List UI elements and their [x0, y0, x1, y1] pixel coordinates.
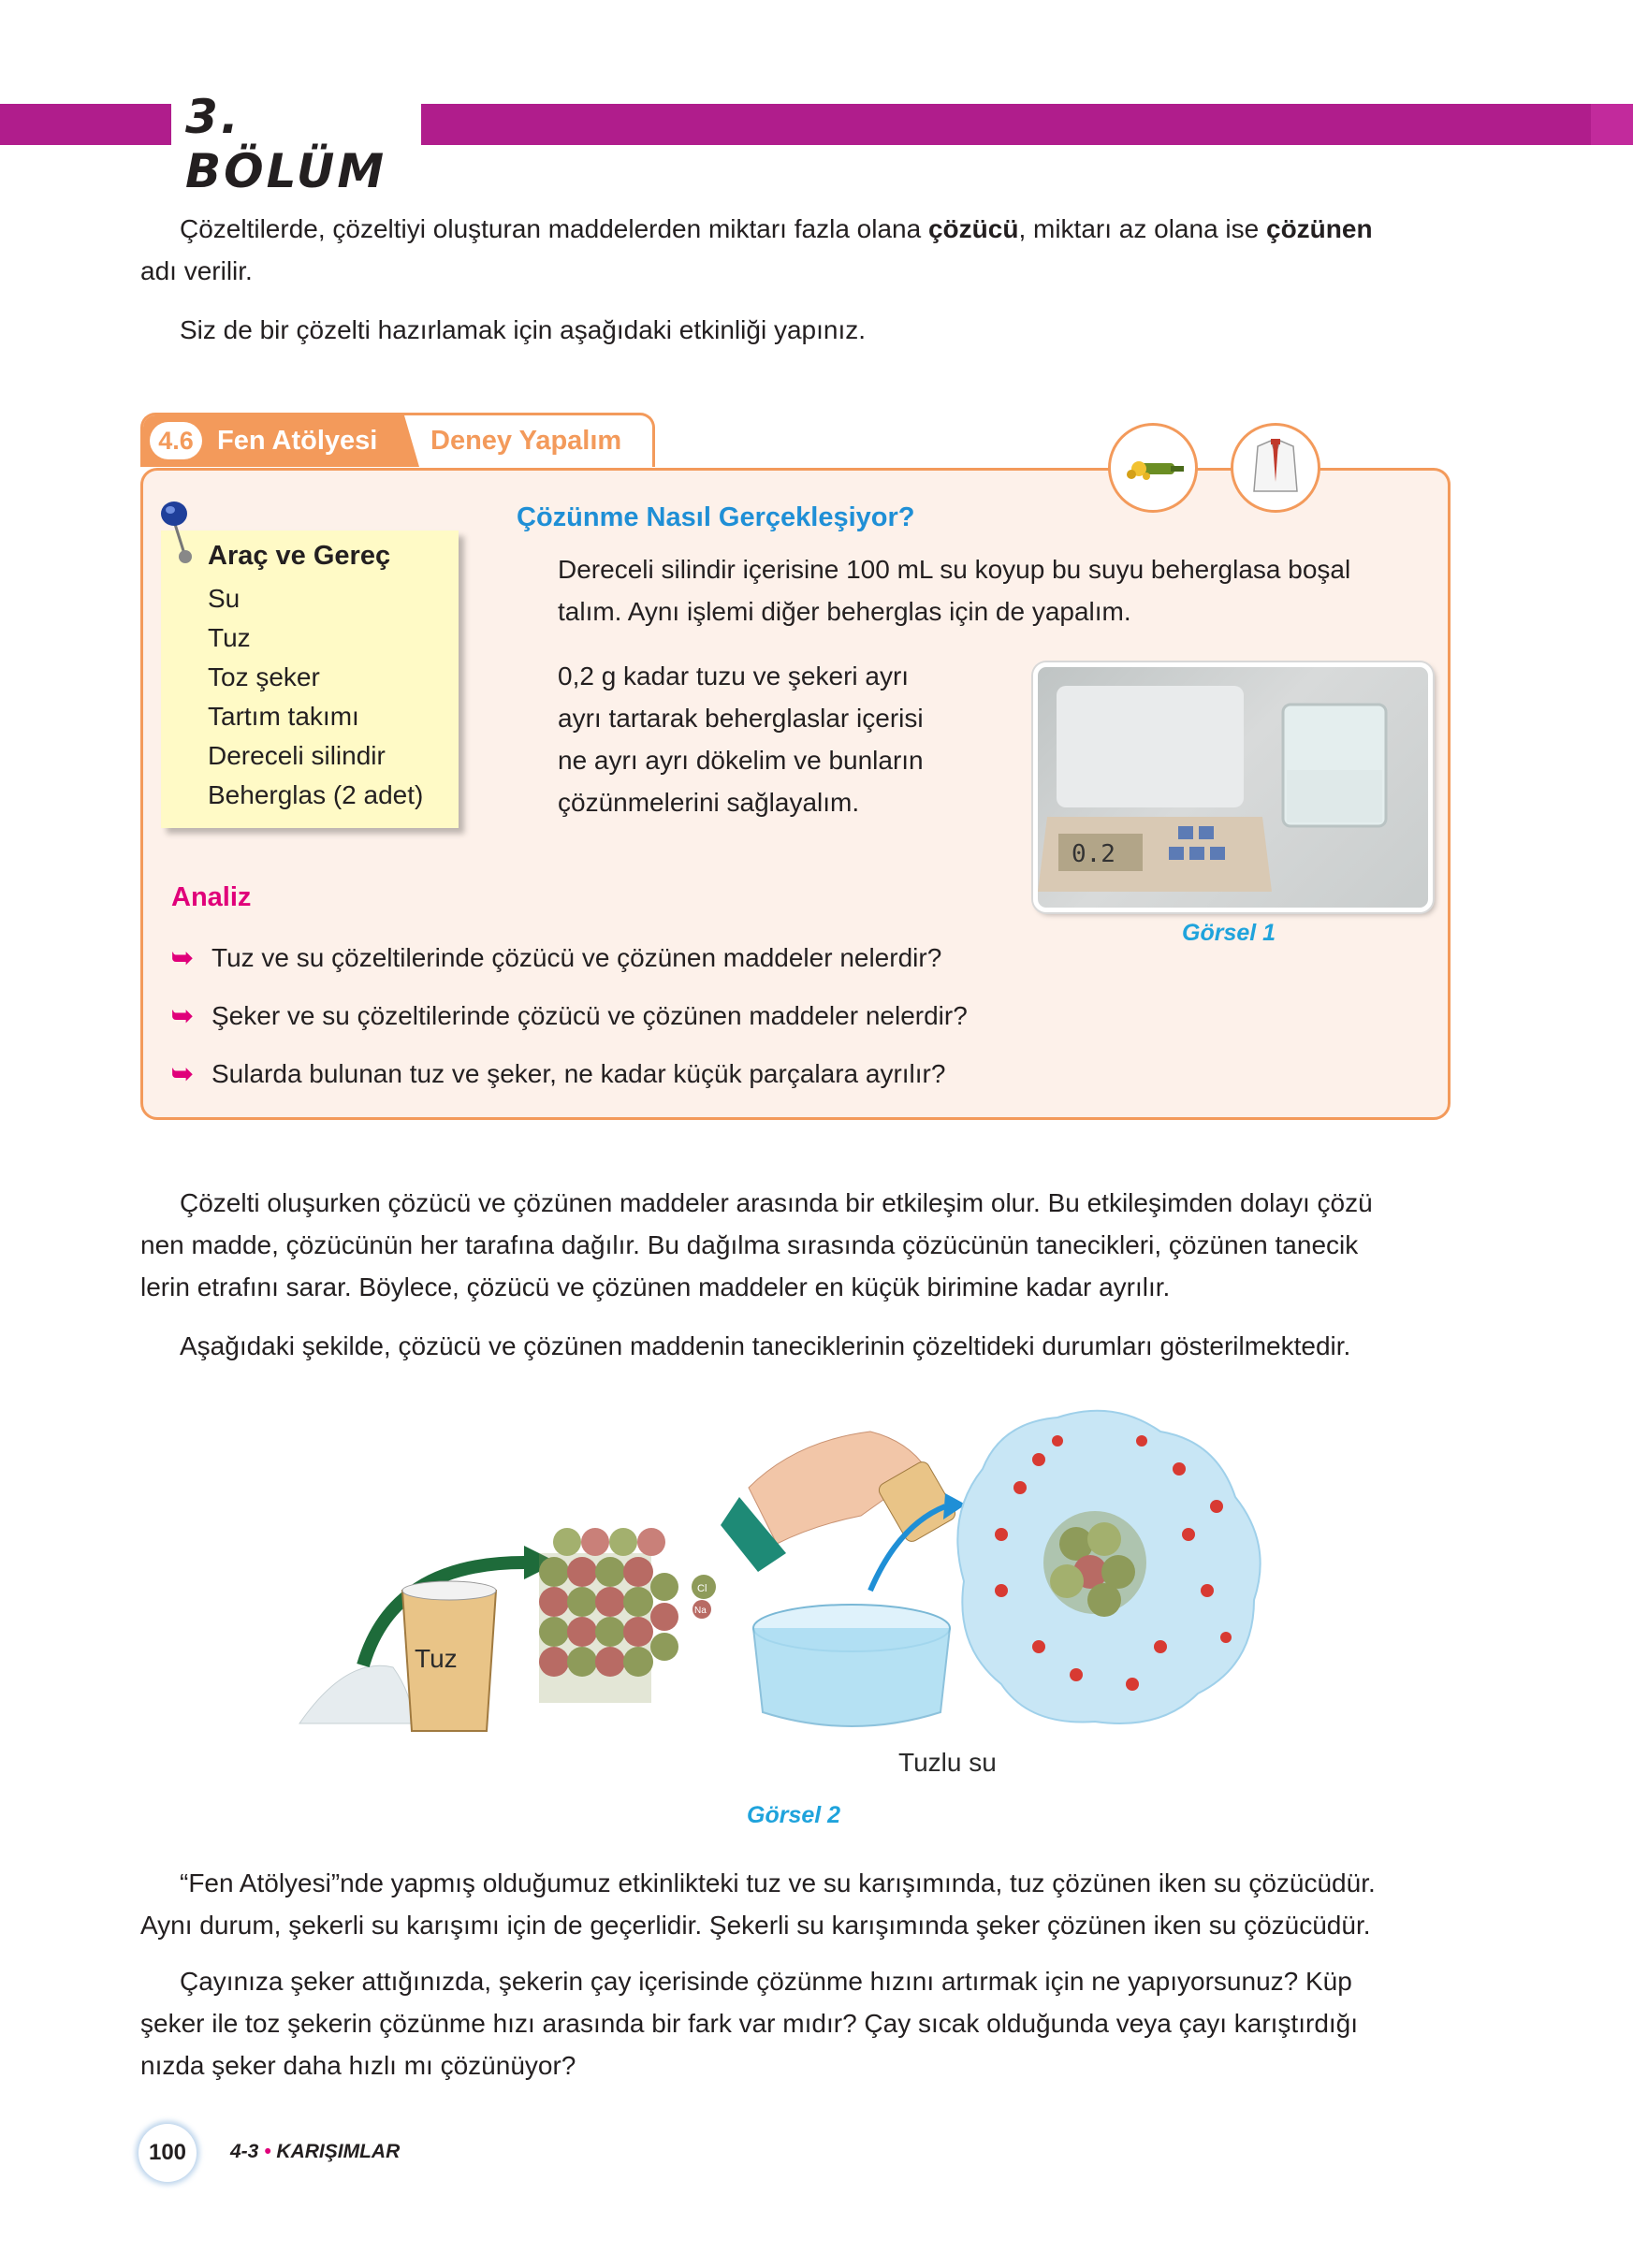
body-paragraph-2: Aşağıdaki şekilde, çözücü ve çözünen maddenin taneciklerinin çözeltideki durumları gösterilmektedir. — [180, 1331, 1351, 1360]
na-label: Na — [694, 1606, 707, 1616]
intro-paragraph-2: Siz de bir çözelti hazırlamak için aşağıdaki etkinliği yapınız. — [180, 315, 867, 344]
activity-title: Fen Atölyesi — [217, 426, 378, 456]
material-item: Dereceli silindir — [208, 741, 386, 770]
procedure-step-1: Dereceli silindir içerisine 100 mL su koyup bu suyu beherglasa boşal talım. Aynı işlemi diğer beherglas için de yapalım. — [558, 555, 1351, 626]
footer-unit: 4-3 • KARIŞIMLAR — [230, 2141, 401, 2162]
scale-photo — [1033, 662, 1433, 912]
tab-divider-icon — [391, 413, 419, 467]
chapter-title: 3. BÖLÜM — [185, 90, 387, 198]
material-item: Tartım takımı — [208, 702, 359, 731]
procedure-step-2: 0,2 g kadar tuzu ve şekeri ayrı ayrı tartarak beherglaslar içerisi ne ayrı ayrı dökelim ve bunların çözünmelerini sağlayalım. — [558, 662, 924, 817]
body-paragraph-4: Çayınıza şeker attığınızda, şekerin çay içerisinde çözünme hızını artırmak için ne yapıyorsunuz? Küp şeker ile toz şekerin çözünme hızı arasında bir fark var mıdır? Çay sıcak olduğunda veya çayı karıştırdığı nızda şeker daha hızlı mı çözünüyor? — [140, 1967, 1359, 2080]
materials-title: Araç ve Gereç — [208, 541, 391, 571]
activity-number: 4.6 — [150, 422, 202, 459]
body-paragraph-1: Çözelti oluşurken çözücü ve çözünen maddeler arasında bir etkileşim olur. Bu etkileşimden dolayı çözü nen madde, çözücünün her tarafına dağılır. Bu dağılma sırasında çözücünün tanecikleri, çözünen tanecik lerin etrafını sarar. Böylece, çözücü ve çözünen maddeler en küçük birimine kadar ayrılır. — [140, 1188, 1373, 1301]
salt-label: Tuz — [415, 1644, 458, 1673]
header-bar-right — [421, 104, 1633, 145]
analysis-question: ➥ Tuz ve su çözeltilerinde çözücü ve çözünen maddeler nelerdir? — [171, 943, 942, 972]
material-item: Tuz — [208, 623, 251, 652]
lab-coat-icon — [1231, 423, 1320, 513]
question-title: Çözünme Nasıl Gerçekleşiyor? — [517, 502, 915, 532]
material-item: Toz şeker — [208, 662, 320, 691]
analysis-question: ➥ Şeker ve su çözeltilerinde çözücü ve çözünen maddeler nelerdir? — [171, 1001, 968, 1030]
analysis-question: ➥ Sularda bulunan tuz ve şeker, ne kadar küçük parçalara ayrılır? — [171, 1059, 946, 1088]
figure-caption: Görsel 2 — [747, 1802, 841, 1828]
analysis-title: Analiz — [171, 882, 252, 912]
material-item: Su — [208, 584, 241, 613]
lab-materials-icon — [1108, 423, 1198, 513]
body-paragraph-3: “Fen Atölyesi”nde yapmış olduğumuz etkinlikteki tuz ve su karışımında, tuz çözünen iken su çözücüdür. Aynı durum, şekerli su karışımı için de geçerlidir. Şekerli su karışımında şeker çözünen iken su çözücüdür. — [140, 1868, 1376, 1940]
salt-crystal — [539, 1528, 678, 1703]
scale-display: 0.2 — [1072, 840, 1115, 868]
photo-caption: Görsel 1 — [1182, 920, 1276, 946]
page-number: 100 — [139, 2124, 197, 2182]
water-label: Tuzlu su — [898, 1748, 997, 1777]
pushpin-icon — [157, 499, 204, 564]
intro-paragraph: Çözeltilerde, çözeltiyi oluşturan maddelerden miktarı fazla olana çözücü, miktarı az olana ise çözünen adı verilir. — [140, 214, 1373, 285]
activity-subtitle: Deney Yapalım — [430, 426, 622, 456]
cl-label: Cl — [697, 1583, 707, 1594]
dissolution-illustration — [290, 1403, 1310, 1778]
header-bar-left — [0, 104, 171, 145]
header-bar-end — [1591, 104, 1633, 145]
material-item: Beherglas (2 adet) — [208, 780, 424, 809]
